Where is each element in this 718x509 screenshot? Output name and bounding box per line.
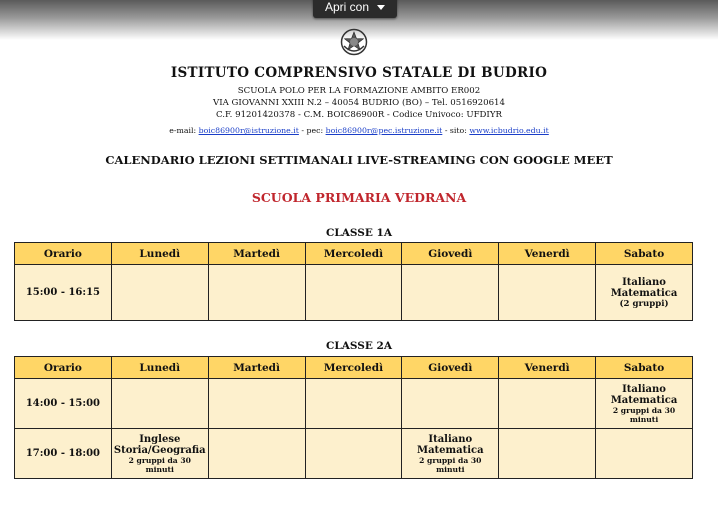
col-venerdi: Venerdì — [499, 243, 596, 265]
calendar-title: CALENDARIO LEZIONI SETTIMANALI LIVE-STREAMING CON GOOGLE MEET — [105, 153, 613, 167]
group-note: 2 gruppi da 30 minuti — [612, 405, 676, 424]
col-mercoledi: Mercoledì — [305, 243, 402, 265]
class-title-2a: CLASSE 2A — [326, 340, 392, 352]
col-orario: Orario — [15, 243, 112, 265]
school-subtitle: SCUOLA PRIMARIA VEDRANA — [251, 190, 467, 205]
col-giovedi: Giovedì — [402, 357, 499, 379]
subject-2: Matematica — [610, 394, 678, 406]
schedule-table-2a — [14, 356, 693, 479]
header-line-codes: C.F. 91201420378 - C.M. BOIC86900R - Codice Univoco: UFDIYR — [216, 110, 502, 120]
lesson-cell-empty — [111, 265, 208, 321]
lesson-cell-sabato — [596, 265, 693, 321]
group-note: (2 gruppi) — [619, 298, 669, 309]
table-row — [15, 265, 693, 321]
subject-1: Italiano — [428, 433, 473, 445]
lesson-cell-empty — [596, 429, 693, 479]
lesson-cell-giovedi — [402, 429, 499, 479]
table-row — [15, 379, 693, 429]
col-sabato: Sabato — [596, 243, 693, 265]
col-sabato: Sabato — [596, 357, 693, 379]
group-note: 2 gruppi da 30 minuti — [128, 455, 191, 474]
email-label: e-mail: — [169, 126, 197, 135]
col-martedi: Martedì — [208, 357, 305, 379]
lesson-cell-sabato — [596, 379, 693, 429]
subject-1: Inglese — [139, 433, 181, 445]
header-line-address: VIA GIOVANNI XXIII N.2 – 40054 BUDRIO (BO) – Tel. 0516920614 — [213, 98, 505, 108]
col-venerdi: Venerdì — [499, 357, 596, 379]
table-header-row — [15, 357, 693, 379]
subject-1: Italiano — [622, 276, 666, 288]
col-orario: Orario — [15, 357, 112, 379]
open-with-button[interactable] — [313, 0, 397, 18]
col-mercoledi: Mercoledì — [305, 357, 402, 379]
site-label: - sito: — [444, 126, 467, 135]
col-lunedi: Lunedì — [111, 357, 208, 379]
group-note: 2 gruppi da 30 minuti — [419, 455, 482, 474]
pec-label: - pec: — [301, 126, 324, 135]
lesson-cell-empty — [402, 379, 499, 429]
col-martedi: Martedì — [208, 243, 305, 265]
lesson-cell-empty — [305, 265, 402, 321]
lesson-cell-empty — [499, 429, 596, 479]
lesson-cell-empty — [305, 379, 402, 429]
school-name: ISTITUTO COMPRENSIVO STATALE DI BUDRIO — [170, 65, 548, 81]
lesson-cell-empty — [305, 429, 402, 479]
lesson-cell-empty — [208, 265, 305, 321]
header-line-contacts — [0, 126, 718, 135]
lesson-cell-empty — [208, 429, 305, 479]
subject-2: Matematica — [417, 444, 484, 456]
pec-link[interactable]: boic86900r@pec.istruzione.it — [325, 126, 443, 135]
table-row — [15, 429, 693, 479]
table-header-row — [15, 243, 693, 265]
lesson-cell-empty — [208, 379, 305, 429]
lesson-cell-empty — [499, 265, 596, 321]
schedule-table-1a — [14, 242, 693, 321]
class-title-1a: CLASSE 1A — [326, 227, 392, 239]
site-link[interactable]: www.icbudrio.edu.it — [469, 126, 549, 135]
col-lunedi: Lunedì — [111, 243, 208, 265]
time-cell: 15:00 - 16:15 — [15, 265, 112, 321]
italian-republic-emblem — [340, 28, 368, 56]
lesson-cell-empty — [111, 379, 208, 429]
col-giovedi: Giovedì — [402, 243, 499, 265]
lesson-cell-empty — [499, 379, 596, 429]
subject-1: Italiano — [622, 383, 666, 395]
lesson-cell-empty — [402, 265, 499, 321]
open-with-label: Apri con — [324, 0, 370, 14]
subject-2: Storia/Geografia — [113, 444, 206, 456]
time-cell: 17:00 - 18:00 — [15, 429, 112, 479]
chevron-down-icon — [377, 5, 385, 10]
subject-2: Matematica — [610, 287, 678, 299]
email-link[interactable]: boic86900r@istruzione.it — [198, 126, 299, 135]
header-line-formation: SCUOLA POLO PER LA FORMAZIONE AMBITO ER002 — [237, 86, 481, 96]
time-cell: 14:00 - 15:00 — [15, 379, 112, 429]
lesson-cell-lunedi — [111, 429, 208, 479]
